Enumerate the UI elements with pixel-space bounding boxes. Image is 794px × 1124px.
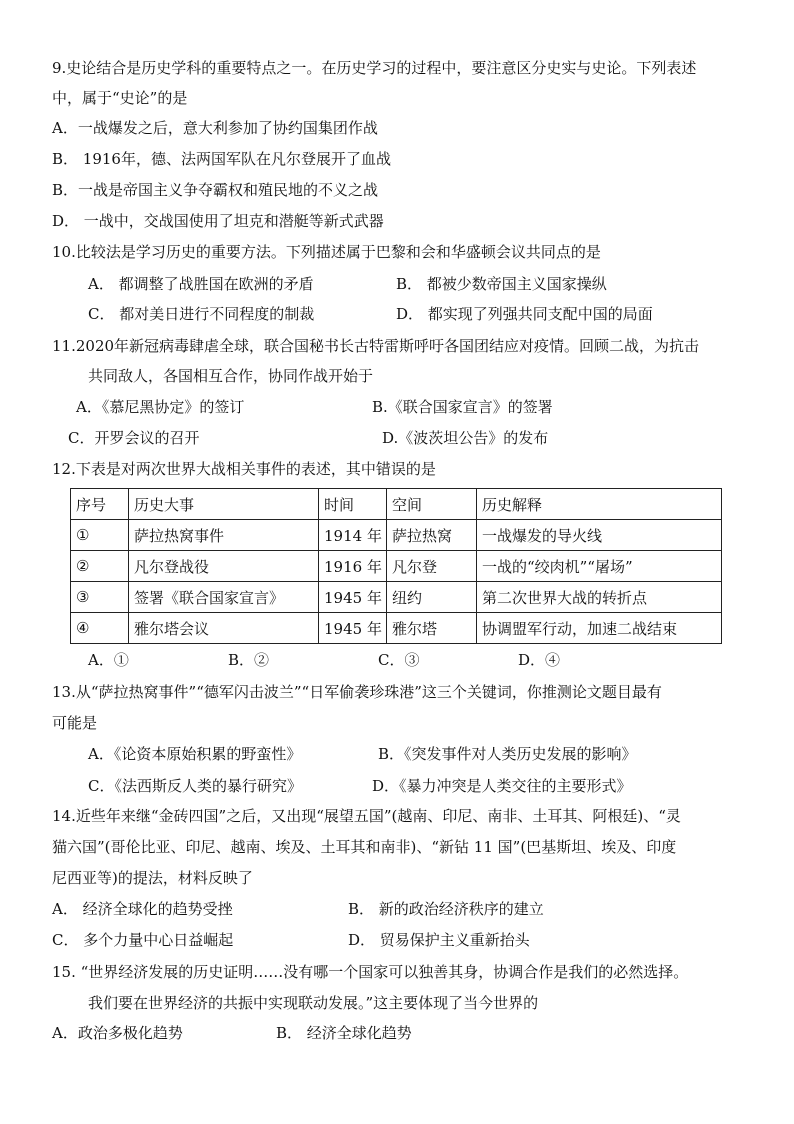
table-row bbox=[71, 613, 722, 644]
q15-option-b: B． 经济全球化趋势 bbox=[276, 1024, 412, 1042]
q9-option-b: B． 1916年，德、法两国军队在凡尔登展开了血战 bbox=[52, 150, 391, 168]
q10-option-b: B． 都被少数帝国主义国家操纵 bbox=[396, 275, 607, 293]
q13-option-b: B．《突发事件对人类历史发展的影响》 bbox=[378, 745, 637, 763]
q12-option-a: A．① bbox=[88, 651, 129, 669]
q10-stem: 10.比较法是学习历史的重要方法。下列描述属于巴黎和会和华盛顿会议共同点的是 bbox=[52, 243, 601, 261]
table-cell: 雅尔塔会议 bbox=[129, 613, 319, 644]
q9-option-d: D． 一战中，交战国使用了坦克和潜艇等新式武器 bbox=[52, 212, 384, 230]
table-cell: 第二次世界大战的转折点 bbox=[476, 582, 721, 613]
column-header: 时间 bbox=[319, 489, 387, 520]
table-cell: 1945 年 bbox=[319, 582, 387, 613]
q13-option-d: D．《暴力冲突是人类交往的主要形式》 bbox=[372, 777, 632, 795]
q13-option-c: C．《法西斯反人类的暴行研究》 bbox=[88, 777, 302, 795]
q14-option-b: B． 新的政治经济秩序的建立 bbox=[348, 900, 544, 918]
q14-option-c: C． 多个力量中心日益崛起 bbox=[52, 931, 234, 949]
table-cell: 凡尔登战役 bbox=[129, 551, 319, 582]
q10-option-a: A． 都调整了战胜国在欧洲的矛盾 bbox=[88, 275, 314, 293]
q9-option-a: A．一战爆发之后，意大利参加了协约国集团作战 bbox=[52, 119, 378, 137]
q15-stem-line1: 15. “世界经济发展的历史证明……没有哪一个国家可以独善其身，协调合作是我们的必然选择。 bbox=[52, 963, 689, 981]
table-cell: 1916 年 bbox=[319, 551, 387, 582]
table-cell: 萨拉热窝 bbox=[386, 520, 476, 551]
q11-stem-line2: 共同敌人，各国相互合作，协同作战开始于 bbox=[88, 367, 374, 385]
q11-option-c: C．开罗会议的召开 bbox=[68, 429, 200, 447]
q9-stem-line2: 中，属于“史论”的是 bbox=[52, 89, 188, 107]
q14-option-d: D． 贸易保护主义重新抬头 bbox=[348, 931, 530, 949]
q11-option-b: B.《联合国家宣言》的签署 bbox=[372, 398, 553, 416]
table-cell: 一战的“绞肉机”“屠场” bbox=[476, 551, 721, 582]
table-cell: 1914 年 bbox=[319, 520, 387, 551]
q14-stem-line3: 尼西亚等)的提法，材料反映了 bbox=[52, 869, 253, 887]
q13-stem-line1: 13.从“萨拉热窝事件”“德军闪击波兰”“日军偷袭珍珠港”这三个关键词，你推测论文题目最有 bbox=[52, 683, 662, 701]
q9-stem-line1: 9.史论结合是历史学科的重要特点之一。在历史学习的过程中，要注意区分史实与史论。下列表述 bbox=[52, 59, 697, 77]
q13-stem-line2: 可能是 bbox=[52, 714, 98, 732]
table-row bbox=[71, 582, 722, 613]
q11-option-a: A．《慕尼黑协定》的签订 bbox=[76, 398, 245, 416]
table-cell: ① bbox=[71, 520, 129, 551]
table-cell: 一战爆发的导火线 bbox=[476, 520, 721, 551]
table-cell: ② bbox=[71, 551, 129, 582]
q12-stem: 12.下表是对两次世界大战相关事件的表述，其中错误的是 bbox=[52, 460, 436, 478]
column-header: 序号 bbox=[71, 489, 129, 520]
q12-option-d: D．④ bbox=[518, 651, 561, 669]
q11-option-d: D.《波茨坦公告》的发布 bbox=[382, 429, 549, 447]
table-cell: 雅尔塔 bbox=[386, 613, 476, 644]
table-header-row bbox=[71, 489, 722, 520]
q10-option-d: D． 都实现了列强共同支配中国的局面 bbox=[396, 305, 653, 323]
q14-option-a: A． 经济全球化的趋势受挫 bbox=[52, 900, 233, 918]
column-header: 空间 bbox=[386, 489, 476, 520]
events-table bbox=[70, 488, 722, 644]
table-cell: 纽约 bbox=[386, 582, 476, 613]
table-cell: ③ bbox=[71, 582, 129, 613]
q15-stem-line2: 我们要在世界经济的共振中实现联动发展。”这主要体现了当今世界的 bbox=[88, 994, 539, 1012]
table-cell: ④ bbox=[71, 613, 129, 644]
table-cell: 1945 年 bbox=[319, 613, 387, 644]
table-row bbox=[71, 551, 722, 582]
q13-option-a: A．《论资本原始积累的野蛮性》 bbox=[88, 745, 302, 763]
q9-option-b-second: B．一战是帝国主义争夺霸权和殖民地的不义之战 bbox=[52, 181, 379, 199]
q12-option-b: B．② bbox=[228, 651, 270, 669]
q15-option-a: A．政治多极化趋势 bbox=[52, 1024, 183, 1042]
table-cell: 萨拉热窝事件 bbox=[129, 520, 319, 551]
q11-stem-line1: 11.2020年新冠病毒肆虐全球，联合国秘书长古特雷斯呼吁各国团结应对疫情。回顾二战，为抗击 bbox=[52, 337, 700, 355]
column-header: 历史解释 bbox=[476, 489, 721, 520]
q10-option-c: C． 都对美日进行不同程度的制裁 bbox=[88, 305, 315, 323]
q14-stem-line2: 猫六国”(哥伦比亚、印尼、越南、埃及、土耳其和南非)、“新钻 11 国”(巴基斯坦、埃及、印度 bbox=[52, 838, 677, 856]
table-cell: 凡尔登 bbox=[386, 551, 476, 582]
table-cell: 签署《联合国家宣言》 bbox=[129, 582, 319, 613]
q12-option-c: C．③ bbox=[378, 651, 420, 669]
table-row bbox=[71, 520, 722, 551]
column-header: 历史大事 bbox=[129, 489, 319, 520]
table-cell: 协调盟军行动，加速二战结束 bbox=[476, 613, 721, 644]
q14-stem-line1: 14.近些年来继“金砖四国”之后，又出现“展望五国”(越南、印尼、南非、土耳其、阿根廷)、“灵 bbox=[52, 807, 681, 825]
